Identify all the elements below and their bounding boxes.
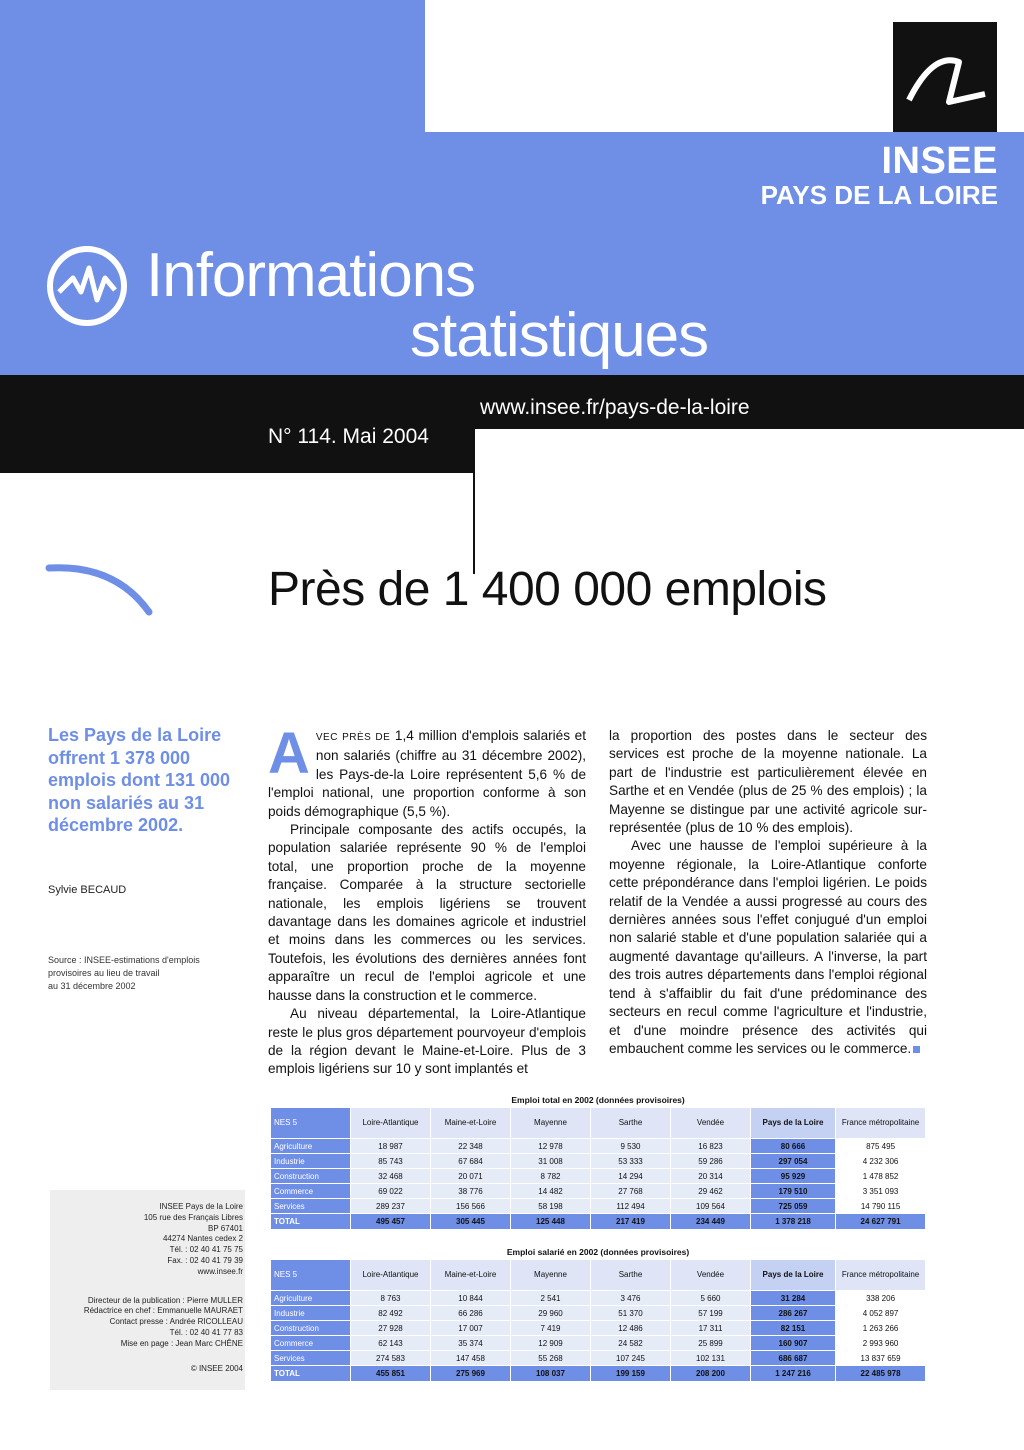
table-cell: 289 237 xyxy=(351,1199,431,1214)
table-cell: Agriculture xyxy=(271,1291,351,1306)
column-header: Mayenne xyxy=(511,1108,591,1139)
header-bg-left xyxy=(0,0,425,132)
table-row xyxy=(271,1199,926,1214)
table-salaried-employment xyxy=(270,1245,926,1382)
table-cell: 14 294 xyxy=(591,1169,671,1184)
contact-line: 105 rue des Français Libres xyxy=(143,1212,243,1222)
table-cell: 27 768 xyxy=(591,1184,671,1199)
table-cell: 58 198 xyxy=(511,1199,591,1214)
page-title: Près de 1 400 000 emplois xyxy=(268,563,827,616)
table-cell: 686 687 xyxy=(751,1351,836,1366)
table-cell: 12 909 xyxy=(511,1336,591,1351)
contact-line: 44274 Nantes cedex 2 xyxy=(162,1234,243,1244)
table-cell: 125 448 xyxy=(511,1214,591,1230)
table-cell: 275 969 xyxy=(431,1366,511,1382)
table-cell: 17 007 xyxy=(431,1321,511,1336)
table-cell: 18 987 xyxy=(351,1139,431,1154)
column-header: Pays de la Loire xyxy=(751,1260,836,1291)
table-cell: Construction xyxy=(271,1169,351,1184)
table-cell: 7 419 xyxy=(511,1321,591,1336)
end-mark-icon xyxy=(913,1046,920,1053)
decorative-arc xyxy=(45,556,155,620)
table-cell: 4 052 897 xyxy=(836,1306,926,1321)
source-line: au 31 décembre 2002 xyxy=(48,981,136,991)
table-cell: 3 351 093 xyxy=(836,1184,926,1199)
table-cell: 57 199 xyxy=(671,1306,751,1321)
table-cell: 31 284 xyxy=(751,1291,836,1306)
column-header: NES 5 xyxy=(271,1260,351,1291)
issue-number: N° 114. Mai 2004 xyxy=(268,425,429,448)
table-cell: 12 486 xyxy=(591,1321,671,1336)
table-cell: 8 763 xyxy=(351,1291,431,1306)
contact-box xyxy=(50,1190,245,1390)
table-cell: Services xyxy=(271,1351,351,1366)
table-cell: 109 564 xyxy=(671,1199,751,1214)
table-cell: 22 485 978 xyxy=(836,1366,926,1382)
magazine-logo xyxy=(45,244,129,328)
drop-cap: A xyxy=(268,721,310,786)
table-cell: Industrie xyxy=(271,1306,351,1321)
magazine-title-line2: statistiques xyxy=(410,301,709,370)
contact-line: Tél. : 02 40 41 77 83 xyxy=(169,1327,243,1337)
table-cell: 1 263 266 xyxy=(836,1321,926,1336)
table-cell: 1 478 852 xyxy=(836,1169,926,1184)
table-cell: 102 131 xyxy=(671,1351,751,1366)
table-cell: 59 286 xyxy=(671,1154,751,1169)
table-cell: 29 462 xyxy=(671,1184,751,1199)
table-cell: 20 071 xyxy=(431,1169,511,1184)
table-cell: Services xyxy=(271,1199,351,1214)
article-column-1 xyxy=(268,721,586,1079)
magazine-title-line1: Informations xyxy=(146,241,476,310)
table-cell: 108 037 xyxy=(511,1366,591,1382)
table-cell: Commerce xyxy=(271,1184,351,1199)
paragraph-text: Avec une hausse de l'emploi supérieure à la moyenne régionale, la Loire-Atlantique conforte cette prépondérance dans l'emploi ligérien. Le poids relatif de la Vendée a aussi progressé au cours des dernières années sous l'effet conjugué d'un emploi non salarié stable et d'une population salariée qui a augmenté davantage qu'ailleurs. A l'inverse, la part des trois autres départements dans l'emploi régional tend à s'affaiblir du fait d'une prédominance des secteurs en recul comme l'agriculture et l'industrie, et d'une moindre présence des activités qui embauchent comme les services ou le commerce. xyxy=(609,838,927,1056)
table-cell: 80 666 xyxy=(751,1139,836,1154)
contact-spacer xyxy=(50,1350,245,1364)
table-cell: 62 143 xyxy=(351,1336,431,1351)
table-cell: 234 449 xyxy=(671,1214,751,1230)
column-header: Maine-et-Loire xyxy=(431,1108,511,1139)
table-cell: 12 978 xyxy=(511,1139,591,1154)
table-cell: TOTAL xyxy=(271,1214,351,1230)
table-cell: 24 582 xyxy=(591,1336,671,1351)
table-cell: 82 492 xyxy=(351,1306,431,1321)
table-cell: 38 776 xyxy=(431,1184,511,1199)
table-row xyxy=(271,1351,926,1366)
column-header: NES 5 xyxy=(271,1108,351,1139)
org-name: INSEE xyxy=(881,140,998,182)
table-cell: 13 837 659 xyxy=(836,1351,926,1366)
table-row xyxy=(271,1306,926,1321)
table-cell: 725 059 xyxy=(751,1199,836,1214)
article-paragraph xyxy=(268,721,586,821)
table-cell: 1 247 216 xyxy=(751,1366,836,1382)
table-cell: 305 445 xyxy=(431,1214,511,1230)
table-row xyxy=(271,1184,926,1199)
source-line: Source : INSEE-estimations d'emplois xyxy=(48,955,200,965)
table-cell: TOTAL xyxy=(271,1366,351,1382)
column-header: Sarthe xyxy=(591,1260,671,1291)
table-cell: 147 458 xyxy=(431,1351,511,1366)
column-header: Maine-et-Loire xyxy=(431,1260,511,1291)
column-header: France métropolitaine xyxy=(836,1108,926,1139)
table-cell: Construction xyxy=(271,1321,351,1336)
table-row xyxy=(271,1321,926,1336)
table-cell: 4 232 306 xyxy=(836,1154,926,1169)
table-cell: 2 993 960 xyxy=(836,1336,926,1351)
article-column-2 xyxy=(609,727,927,1058)
table-cell: 20 314 xyxy=(671,1169,751,1184)
table-cell: Industrie xyxy=(271,1154,351,1169)
author-name: Sylvie BECAUD xyxy=(48,884,127,896)
contact-line: Directeur de la publication : Pierre MULLER xyxy=(87,1295,243,1305)
table-cell: 8 782 xyxy=(511,1169,591,1184)
table-cell: 67 684 xyxy=(431,1154,511,1169)
table-cell: Agriculture xyxy=(271,1139,351,1154)
table-cell: 53 333 xyxy=(591,1154,671,1169)
table-row xyxy=(271,1154,926,1169)
table-cell: 27 928 xyxy=(351,1321,431,1336)
table-cell: 14 790 115 xyxy=(836,1199,926,1214)
column-header: Loire-Atlantique xyxy=(351,1260,431,1291)
table-cell: 112 494 xyxy=(591,1199,671,1214)
contact-line: Mise en page : Jean Marc CHÊNE xyxy=(120,1338,243,1348)
column-header: Pays de la Loire xyxy=(751,1108,836,1139)
table-cell: 25 899 xyxy=(671,1336,751,1351)
table-cell: 107 245 xyxy=(591,1351,671,1366)
article-paragraph: Principale composante des actifs occupés, la population salariée représente 90 % de l'emploi total, une proportion proche de la moyenne française. Comparée à la structure sectorielle nationale, les emplois ligériens se trouvent davantage dans les domaines agricole et industriel et moins dans les commerces ou les services. Toutefois, les évolutions des dernières années font apparaître un recul de l'emploi agricole et une hausse dans la construction et le commerce. xyxy=(268,822,586,1003)
lead-smallcaps: VEC PRÈS DE xyxy=(315,732,391,743)
vertical-rule xyxy=(473,429,475,574)
table-total-employment xyxy=(270,1093,926,1230)
contact-line: Tél. : 02 40 41 75 75 xyxy=(169,1245,243,1255)
column-header: Vendée xyxy=(671,1108,751,1139)
table-title: Emploi total en 2002 (données provisoires) xyxy=(271,1093,926,1108)
table-cell: 160 907 xyxy=(751,1336,836,1351)
table-title: Emploi salarié en 2002 (données provisoires) xyxy=(271,1245,926,1260)
table-cell: 51 370 xyxy=(591,1306,671,1321)
table-row xyxy=(271,1139,926,1154)
table-cell: 31 008 xyxy=(511,1154,591,1169)
column-header: Mayenne xyxy=(511,1260,591,1291)
table-cell: 82 151 xyxy=(751,1321,836,1336)
column-header: Vendée xyxy=(671,1260,751,1291)
table-cell: 16 823 xyxy=(671,1139,751,1154)
table-cell: 22 348 xyxy=(431,1139,511,1154)
source-note xyxy=(48,954,238,993)
article-paragraph xyxy=(609,837,927,1058)
article-paragraph: Au niveau départemental, la Loire-Atlantique reste le plus gros département pourvoyeur d'emplois de la région devant le Maine-et-Loire. Plus de 3 emplois ligériens sur 10 y sont implantés et xyxy=(268,1006,586,1077)
table-cell: 2 541 xyxy=(511,1291,591,1306)
table-cell: 495 457 xyxy=(351,1214,431,1230)
table-cell: 179 510 xyxy=(751,1184,836,1199)
table-cell: 274 583 xyxy=(351,1351,431,1366)
table-cell: 14 482 xyxy=(511,1184,591,1199)
table-cell: 85 743 xyxy=(351,1154,431,1169)
contact-line: Contact presse : Andrée RICOLLEAU xyxy=(109,1317,243,1327)
table-cell: 199 159 xyxy=(591,1366,671,1382)
table-cell: 338 206 xyxy=(836,1291,926,1306)
contact-line: Fax. : 02 40 41 79 39 xyxy=(167,1255,243,1265)
intro-summary: Les Pays de la Loire offrent 1 378 000 emplois dont 131 000 non salariés au 31 décembre 2002. xyxy=(48,725,231,835)
table-cell: 156 566 xyxy=(431,1199,511,1214)
table-cell: 217 419 xyxy=(591,1214,671,1230)
table-cell: 29 960 xyxy=(511,1306,591,1321)
contact-line: www.insee.fr xyxy=(197,1266,243,1276)
contact-spacer xyxy=(50,1278,245,1296)
table-cell: 1 378 218 xyxy=(751,1214,836,1230)
table-row xyxy=(271,1291,926,1306)
table-cell: Commerce xyxy=(271,1336,351,1351)
paragraph-text: 1,4 million d'emplois salariés et non salariés (chiffre au 31 décembre 2002), les Pays-de-la Loire représentent 5,6 % de l'emploi national, une proportion conforme à son poids démographique (5,5 %). xyxy=(268,728,586,819)
table-cell: 66 286 xyxy=(431,1306,511,1321)
table-cell: 17 311 xyxy=(671,1321,751,1336)
contact-line: BP 67401 xyxy=(208,1223,243,1233)
table-cell: 95 929 xyxy=(751,1169,836,1184)
table-cell: 875 495 xyxy=(836,1139,926,1154)
table-cell: 55 268 xyxy=(511,1351,591,1366)
org-region: PAYS DE LA LOIRE xyxy=(760,180,998,210)
table-cell: 3 476 xyxy=(591,1291,671,1306)
table-cell: 9 530 xyxy=(591,1139,671,1154)
column-header: Sarthe xyxy=(591,1108,671,1139)
table-cell: 32 468 xyxy=(351,1169,431,1184)
table-cell: 35 374 xyxy=(431,1336,511,1351)
table-cell: 5 660 xyxy=(671,1291,751,1306)
table-cell: 24 627 791 xyxy=(836,1214,926,1230)
table-cell: 286 267 xyxy=(751,1306,836,1321)
table-total-row xyxy=(271,1366,926,1382)
article-paragraph: la proportion des postes dans le secteur des services est proche de la moyenne nationale. La part de l'industrie est particulièrement élevée en Sarthe et en Vendée (plus de 25 % des emplois) ; la Mayenne se distingue par une activité agricole sur-représentée (plus de 10 % des emplois). xyxy=(609,728,927,836)
insee-logo xyxy=(893,22,997,132)
table-cell: 455 851 xyxy=(351,1366,431,1382)
table-row xyxy=(271,1336,926,1351)
website-link[interactable]: www.insee.fr/pays-de-la-loire xyxy=(480,396,750,419)
table-cell: 10 844 xyxy=(431,1291,511,1306)
contact-line: INSEE Pays de la Loire xyxy=(159,1202,243,1211)
table-cell: 297 054 xyxy=(751,1154,836,1169)
contact-line: Rédactrice en chef : Emmanuelle MAURAET xyxy=(83,1306,243,1316)
table-total-row xyxy=(271,1214,926,1230)
table-cell: 69 022 xyxy=(351,1184,431,1199)
source-line: provisoires au lieu de travail xyxy=(48,968,160,978)
copyright: © INSEE 2004 xyxy=(190,1363,243,1373)
column-header: France métropolitaine xyxy=(836,1260,926,1291)
column-header: Loire-Atlantique xyxy=(351,1108,431,1139)
table-cell: 208 200 xyxy=(671,1366,751,1382)
table-row xyxy=(271,1169,926,1184)
